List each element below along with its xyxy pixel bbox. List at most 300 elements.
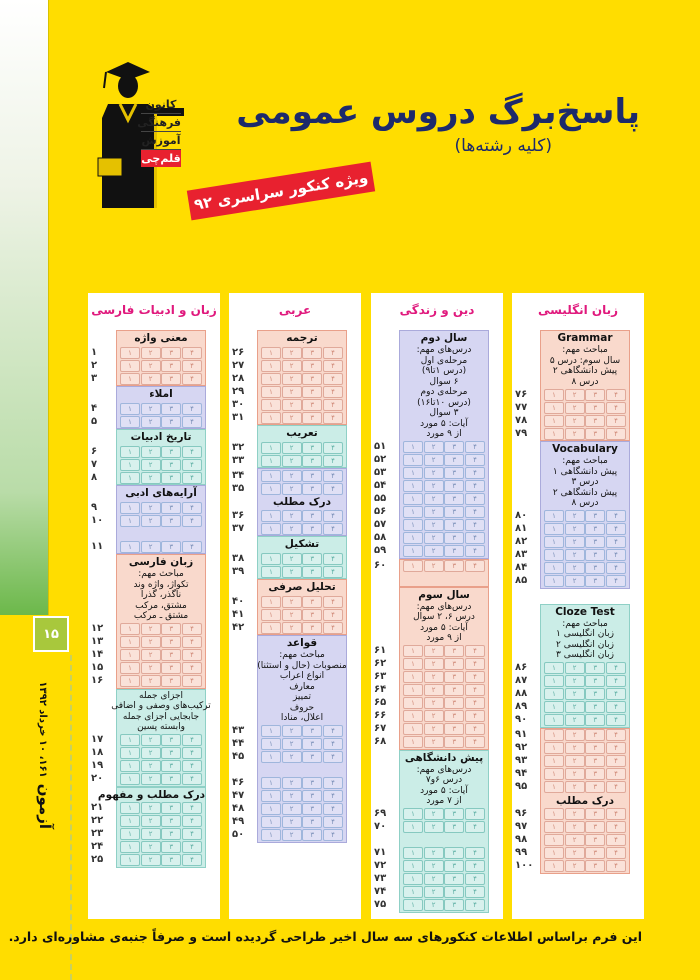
answer-bubble[interactable]: ۳	[302, 751, 322, 763]
answer-bubble[interactable]: ۳	[161, 649, 181, 661]
answer-bubble[interactable]: ۳	[302, 470, 322, 482]
answer-bubble[interactable]: ۳	[444, 454, 464, 466]
answer-bubble[interactable]: ۳	[585, 701, 605, 713]
answer-bubble[interactable]: ۳	[302, 566, 322, 578]
answer-bubble[interactable]: ۱	[261, 510, 281, 522]
answer-bubble[interactable]: ۴	[323, 622, 343, 634]
answer-bubble[interactable]: ۴	[182, 472, 202, 484]
answer-bubble[interactable]: ۲	[565, 662, 585, 674]
answer-bubble[interactable]: ۲	[424, 886, 444, 898]
answer-bubble[interactable]: ۴	[606, 714, 626, 726]
answer-bubble[interactable]: ۲	[141, 403, 161, 415]
answer-bubble[interactable]: ۲	[282, 622, 302, 634]
answer-bubble[interactable]: ۴	[465, 441, 485, 453]
answer-bubble[interactable]: ۱	[544, 688, 564, 700]
answer-bubble[interactable]: ۲	[565, 675, 585, 687]
answer-bubble[interactable]: ۲	[424, 480, 444, 492]
answer-bubble[interactable]: ۲	[565, 847, 585, 859]
answer-bubble[interactable]: ۴	[323, 803, 343, 815]
answer-bubble[interactable]: ۴	[182, 373, 202, 385]
answer-bubble[interactable]: ۲	[282, 347, 302, 359]
answer-bubble[interactable]: ۱	[403, 671, 423, 683]
answer-bubble[interactable]: ۱	[544, 755, 564, 767]
answer-bubble[interactable]: ۲	[282, 455, 302, 467]
answer-bubble[interactable]: ۲	[141, 662, 161, 674]
answer-bubble[interactable]: ۲	[424, 899, 444, 911]
answer-bubble[interactable]: ۴	[465, 506, 485, 518]
answer-bubble[interactable]: ۴	[606, 575, 626, 587]
answer-bubble[interactable]: ۴	[465, 860, 485, 872]
answer-bubble[interactable]: ۲	[565, 389, 585, 401]
answer-bubble[interactable]: ۴	[182, 541, 202, 553]
answer-bubble[interactable]: ۲	[565, 742, 585, 754]
answer-bubble[interactable]: ۱	[120, 854, 140, 866]
answer-bubble[interactable]: ۴	[182, 760, 202, 772]
answer-bubble[interactable]: ۱	[120, 802, 140, 814]
answer-bubble[interactable]: ۲	[282, 442, 302, 454]
answer-bubble[interactable]: ۴	[323, 470, 343, 482]
answer-bubble[interactable]: ۴	[606, 729, 626, 741]
answer-bubble[interactable]: ۱	[403, 723, 423, 735]
answer-bubble[interactable]: ۳	[302, 483, 322, 495]
answer-bubble[interactable]: ۲	[565, 729, 585, 741]
answer-bubble[interactable]: ۲	[424, 506, 444, 518]
answer-bubble[interactable]: ۳	[585, 575, 605, 587]
answer-bubble[interactable]: ۴	[182, 747, 202, 759]
answer-bubble[interactable]: ۳	[444, 736, 464, 748]
answer-bubble[interactable]: ۲	[141, 773, 161, 785]
answer-bubble[interactable]: ۴	[465, 467, 485, 479]
answer-bubble[interactable]: ۱	[261, 347, 281, 359]
answer-bubble[interactable]: ۴	[323, 725, 343, 737]
answer-bubble[interactable]: ۴	[182, 459, 202, 471]
answer-bubble[interactable]: ۳	[585, 742, 605, 754]
answer-bubble[interactable]: ۲	[282, 360, 302, 372]
answer-bubble[interactable]: ۱	[544, 523, 564, 535]
answer-bubble[interactable]: ۳	[302, 553, 322, 565]
answer-bubble[interactable]: ۲	[565, 536, 585, 548]
answer-bubble[interactable]: ۱	[120, 675, 140, 687]
answer-bubble[interactable]: ۴	[606, 428, 626, 440]
answer-bubble[interactable]: ۱	[261, 523, 281, 535]
answer-bubble[interactable]: ۴	[323, 566, 343, 578]
answer-bubble[interactable]: ۱	[120, 662, 140, 674]
answer-bubble[interactable]: ۲	[424, 467, 444, 479]
answer-bubble[interactable]: ۲	[424, 847, 444, 859]
answer-bubble[interactable]: ۴	[323, 738, 343, 750]
answer-bubble[interactable]: ۲	[565, 808, 585, 820]
answer-bubble[interactable]: ۱	[261, 566, 281, 578]
answer-bubble[interactable]: ۱	[403, 658, 423, 670]
answer-bubble[interactable]: ۲	[424, 697, 444, 709]
answer-bubble[interactable]: ۳	[161, 347, 181, 359]
answer-bubble[interactable]: ۳	[585, 402, 605, 414]
answer-bubble[interactable]: ۱	[403, 873, 423, 885]
answer-bubble[interactable]: ۴	[465, 736, 485, 748]
answer-bubble[interactable]: ۳	[161, 636, 181, 648]
answer-bubble[interactable]: ۳	[161, 854, 181, 866]
answer-bubble[interactable]: ۱	[544, 860, 564, 872]
answer-bubble[interactable]: ۳	[585, 768, 605, 780]
answer-bubble[interactable]: ۱	[544, 675, 564, 687]
answer-bubble[interactable]: ۲	[282, 803, 302, 815]
answer-bubble[interactable]: ۲	[424, 808, 444, 820]
answer-bubble[interactable]: ۲	[424, 873, 444, 885]
answer-bubble[interactable]: ۳	[161, 734, 181, 746]
answer-bubble[interactable]: ۳	[302, 360, 322, 372]
answer-bubble[interactable]: ۲	[282, 829, 302, 841]
answer-bubble[interactable]: ۲	[565, 701, 585, 713]
answer-bubble[interactable]: ۱	[403, 886, 423, 898]
answer-bubble[interactable]: ۳	[444, 821, 464, 833]
answer-bubble[interactable]: ۴	[465, 821, 485, 833]
answer-bubble[interactable]: ۳	[585, 714, 605, 726]
answer-bubble[interactable]: ۳	[161, 373, 181, 385]
answer-bubble[interactable]: ۱	[544, 402, 564, 414]
answer-bubble[interactable]: ۱	[120, 446, 140, 458]
answer-bubble[interactable]: ۱	[120, 747, 140, 759]
answer-bubble[interactable]: ۱	[261, 609, 281, 621]
answer-bubble[interactable]: ۴	[465, 886, 485, 898]
answer-bubble[interactable]: ۳	[444, 545, 464, 557]
answer-bubble[interactable]: ۱	[403, 493, 423, 505]
answer-bubble[interactable]: ۳	[444, 467, 464, 479]
answer-bubble[interactable]: ۲	[141, 802, 161, 814]
answer-bubble[interactable]: ۲	[141, 734, 161, 746]
answer-bubble[interactable]: ۱	[403, 821, 423, 833]
answer-bubble[interactable]: ۳	[161, 815, 181, 827]
answer-bubble[interactable]: ۴	[465, 545, 485, 557]
answer-bubble[interactable]: ۲	[141, 623, 161, 635]
answer-bubble[interactable]: ۴	[323, 347, 343, 359]
answer-bubble[interactable]: ۳	[444, 899, 464, 911]
answer-bubble[interactable]: ۱	[261, 738, 281, 750]
answer-bubble[interactable]: ۲	[141, 828, 161, 840]
answer-bubble[interactable]: ۴	[323, 442, 343, 454]
answer-bubble[interactable]: ۴	[323, 816, 343, 828]
answer-bubble[interactable]: ۴	[323, 777, 343, 789]
answer-bubble[interactable]: ۱	[403, 860, 423, 872]
answer-bubble[interactable]: ۴	[182, 416, 202, 428]
answer-bubble[interactable]: ۱	[544, 729, 564, 741]
answer-bubble[interactable]: ۴	[606, 847, 626, 859]
answer-bubble[interactable]: ۱	[261, 725, 281, 737]
answer-bubble[interactable]: ۱	[120, 623, 140, 635]
answer-bubble[interactable]: ۳	[585, 562, 605, 574]
answer-bubble[interactable]: ۱	[261, 470, 281, 482]
answer-bubble[interactable]: ۲	[565, 755, 585, 767]
answer-bubble[interactable]: ۲	[424, 710, 444, 722]
answer-bubble[interactable]: ۴	[182, 649, 202, 661]
answer-bubble[interactable]: ۱	[403, 441, 423, 453]
answer-bubble[interactable]: ۴	[323, 596, 343, 608]
answer-bubble[interactable]: ۳	[585, 662, 605, 674]
answer-bubble[interactable]: ۴	[465, 493, 485, 505]
answer-bubble[interactable]: ۲	[141, 373, 161, 385]
answer-bubble[interactable]: ۴	[606, 389, 626, 401]
answer-bubble[interactable]: ۱	[544, 701, 564, 713]
answer-bubble[interactable]: ۱	[544, 834, 564, 846]
answer-bubble[interactable]: ۳	[585, 415, 605, 427]
answer-bubble[interactable]: ۳	[444, 493, 464, 505]
answer-bubble[interactable]: ۳	[161, 459, 181, 471]
answer-bubble[interactable]: ۱	[403, 532, 423, 544]
answer-bubble[interactable]: ۱	[120, 734, 140, 746]
answer-bubble[interactable]: ۲	[424, 519, 444, 531]
answer-bubble[interactable]: ۱	[544, 428, 564, 440]
answer-bubble[interactable]: ۱	[120, 403, 140, 415]
answer-bubble[interactable]: ۲	[141, 675, 161, 687]
answer-bubble[interactable]: ۳	[161, 403, 181, 415]
answer-bubble[interactable]: ۳	[444, 560, 464, 572]
answer-bubble[interactable]: ۱	[120, 841, 140, 853]
answer-bubble[interactable]: ۳	[302, 347, 322, 359]
answer-bubble[interactable]: ۳	[161, 472, 181, 484]
answer-bubble[interactable]: ۴	[323, 373, 343, 385]
answer-bubble[interactable]: ۴	[606, 768, 626, 780]
answer-bubble[interactable]: ۲	[565, 821, 585, 833]
answer-bubble[interactable]: ۲	[424, 684, 444, 696]
answer-bubble[interactable]: ۳	[444, 519, 464, 531]
answer-bubble[interactable]: ۳	[444, 684, 464, 696]
answer-bubble[interactable]: ۲	[141, 815, 161, 827]
answer-bubble[interactable]: ۴	[182, 636, 202, 648]
answer-bubble[interactable]: ۳	[161, 802, 181, 814]
answer-bubble[interactable]: ۲	[141, 636, 161, 648]
answer-bubble[interactable]: ۳	[585, 808, 605, 820]
answer-bubble[interactable]: ۴	[182, 841, 202, 853]
answer-bubble[interactable]: ۳	[444, 532, 464, 544]
answer-bubble[interactable]: ۲	[141, 541, 161, 553]
answer-bubble[interactable]: ۲	[282, 553, 302, 565]
answer-bubble[interactable]: ۳	[444, 723, 464, 735]
answer-bubble[interactable]: ۴	[323, 523, 343, 535]
answer-bubble[interactable]: ۳	[585, 729, 605, 741]
answer-bubble[interactable]: ۴	[606, 755, 626, 767]
answer-bubble[interactable]: ۲	[424, 645, 444, 657]
answer-bubble[interactable]: ۲	[565, 714, 585, 726]
answer-bubble[interactable]: ۴	[323, 360, 343, 372]
answer-bubble[interactable]: ۴	[182, 502, 202, 514]
answer-bubble[interactable]: ۱	[403, 560, 423, 572]
answer-bubble[interactable]: ۲	[424, 658, 444, 670]
answer-bubble[interactable]: ۳	[444, 886, 464, 898]
answer-bubble[interactable]: ۲	[565, 575, 585, 587]
answer-bubble[interactable]: ۳	[302, 803, 322, 815]
answer-bubble[interactable]: ۴	[606, 536, 626, 548]
answer-bubble[interactable]: ۳	[161, 360, 181, 372]
answer-bubble[interactable]: ۱	[261, 442, 281, 454]
answer-bubble[interactable]: ۲	[282, 751, 302, 763]
answer-bubble[interactable]: ۴	[606, 523, 626, 535]
answer-bubble[interactable]: ۴	[606, 701, 626, 713]
answer-bubble[interactable]: ۳	[585, 549, 605, 561]
answer-bubble[interactable]: ۴	[323, 483, 343, 495]
answer-bubble[interactable]: ۲	[282, 816, 302, 828]
answer-bubble[interactable]: ۴	[465, 519, 485, 531]
answer-bubble[interactable]: ۱	[403, 506, 423, 518]
answer-bubble[interactable]: ۳	[444, 847, 464, 859]
answer-bubble[interactable]: ۴	[606, 562, 626, 574]
answer-bubble[interactable]: ۲	[282, 412, 302, 424]
answer-bubble[interactable]: ۳	[444, 480, 464, 492]
answer-bubble[interactable]: ۳	[444, 645, 464, 657]
answer-bubble[interactable]: ۱	[120, 502, 140, 514]
answer-bubble[interactable]: ۲	[282, 566, 302, 578]
answer-bubble[interactable]: ۳	[585, 510, 605, 522]
answer-bubble[interactable]: ۲	[282, 738, 302, 750]
answer-bubble[interactable]: ۱	[403, 697, 423, 709]
answer-bubble[interactable]: ۴	[465, 847, 485, 859]
answer-bubble[interactable]: ۲	[424, 671, 444, 683]
answer-bubble[interactable]: ۲	[565, 781, 585, 793]
answer-bubble[interactable]: ۲	[424, 860, 444, 872]
answer-bubble[interactable]: ۲	[141, 502, 161, 514]
answer-bubble[interactable]: ۱	[261, 553, 281, 565]
answer-bubble[interactable]: ۳	[444, 697, 464, 709]
answer-bubble[interactable]: ۴	[323, 609, 343, 621]
answer-bubble[interactable]: ۳	[302, 777, 322, 789]
answer-bubble[interactable]: ۴	[465, 532, 485, 544]
answer-bubble[interactable]: ۱	[120, 459, 140, 471]
answer-bubble[interactable]: ۴	[323, 399, 343, 411]
answer-bubble[interactable]: ۱	[120, 373, 140, 385]
answer-bubble[interactable]: ۴	[323, 829, 343, 841]
answer-bubble[interactable]: ۴	[182, 773, 202, 785]
answer-bubble[interactable]: ۳	[444, 710, 464, 722]
answer-bubble[interactable]: ۱	[261, 412, 281, 424]
answer-bubble[interactable]: ۱	[261, 373, 281, 385]
answer-bubble[interactable]: ۲	[424, 454, 444, 466]
answer-bubble[interactable]: ۱	[403, 545, 423, 557]
answer-bubble[interactable]: ۳	[585, 860, 605, 872]
answer-bubble[interactable]: ۲	[424, 723, 444, 735]
answer-bubble[interactable]: ۱	[120, 360, 140, 372]
answer-bubble[interactable]: ۳	[302, 386, 322, 398]
answer-bubble[interactable]: ۲	[424, 736, 444, 748]
answer-bubble[interactable]: ۴	[182, 347, 202, 359]
answer-bubble[interactable]: ۳	[302, 738, 322, 750]
answer-bubble[interactable]: ۲	[282, 523, 302, 535]
answer-bubble[interactable]: ۱	[120, 649, 140, 661]
answer-bubble[interactable]: ۳	[585, 389, 605, 401]
answer-bubble[interactable]: ۳	[585, 821, 605, 833]
answer-bubble[interactable]: ۳	[302, 596, 322, 608]
answer-bubble[interactable]: ۴	[182, 734, 202, 746]
answer-bubble[interactable]: ۴	[465, 684, 485, 696]
answer-bubble[interactable]: ۱	[403, 899, 423, 911]
answer-bubble[interactable]: ۲	[141, 347, 161, 359]
answer-bubble[interactable]: ۳	[302, 399, 322, 411]
answer-bubble[interactable]: ۱	[544, 389, 564, 401]
answer-bubble[interactable]: ۲	[282, 609, 302, 621]
answer-bubble[interactable]: ۴	[465, 658, 485, 670]
answer-bubble[interactable]: ۱	[261, 790, 281, 802]
answer-bubble[interactable]: ۳	[161, 541, 181, 553]
answer-bubble[interactable]: ۴	[606, 402, 626, 414]
answer-bubble[interactable]: ۲	[141, 649, 161, 661]
answer-bubble[interactable]: ۱	[120, 416, 140, 428]
answer-bubble[interactable]: ۳	[585, 755, 605, 767]
answer-bubble[interactable]: ۳	[585, 834, 605, 846]
answer-bubble[interactable]: ۱	[403, 480, 423, 492]
answer-bubble[interactable]: ۱	[544, 510, 564, 522]
answer-bubble[interactable]: ۴	[182, 675, 202, 687]
answer-bubble[interactable]: ۱	[261, 483, 281, 495]
answer-bubble[interactable]: ۲	[141, 472, 161, 484]
answer-bubble[interactable]: ۴	[465, 723, 485, 735]
answer-bubble[interactable]: ۳	[444, 658, 464, 670]
answer-bubble[interactable]: ۱	[261, 803, 281, 815]
answer-bubble[interactable]: ۳	[585, 675, 605, 687]
answer-bubble[interactable]: ۱	[120, 815, 140, 827]
answer-bubble[interactable]: ۱	[403, 645, 423, 657]
answer-bubble[interactable]: ۲	[141, 416, 161, 428]
answer-bubble[interactable]: ۲	[424, 821, 444, 833]
answer-bubble[interactable]: ۴	[182, 403, 202, 415]
answer-bubble[interactable]: ۴	[182, 662, 202, 674]
answer-bubble[interactable]: ۴	[465, 671, 485, 683]
answer-bubble[interactable]: ۱	[544, 536, 564, 548]
answer-bubble[interactable]: ۴	[606, 821, 626, 833]
answer-bubble[interactable]: ۳	[302, 455, 322, 467]
answer-bubble[interactable]: ۴	[465, 480, 485, 492]
answer-bubble[interactable]: ۱	[544, 781, 564, 793]
answer-bubble[interactable]: ۱	[544, 847, 564, 859]
answer-bubble[interactable]: ۱	[261, 360, 281, 372]
answer-bubble[interactable]: ۳	[585, 688, 605, 700]
answer-bubble[interactable]: ۲	[282, 596, 302, 608]
answer-bubble[interactable]: ۱	[261, 596, 281, 608]
answer-bubble[interactable]: ۱	[403, 454, 423, 466]
answer-bubble[interactable]: ۱	[544, 808, 564, 820]
answer-bubble[interactable]: ۲	[141, 446, 161, 458]
answer-bubble[interactable]: ۱	[261, 399, 281, 411]
answer-bubble[interactable]: ۳	[444, 441, 464, 453]
answer-bubble[interactable]: ۴	[182, 828, 202, 840]
answer-bubble[interactable]: ۱	[403, 519, 423, 531]
answer-bubble[interactable]: ۴	[323, 455, 343, 467]
answer-bubble[interactable]: ۱	[120, 773, 140, 785]
answer-bubble[interactable]: ۴	[182, 854, 202, 866]
answer-bubble[interactable]: ۱	[544, 562, 564, 574]
answer-bubble[interactable]: ۳	[585, 781, 605, 793]
answer-bubble[interactable]: ۲	[141, 459, 161, 471]
answer-bubble[interactable]: ۳	[585, 523, 605, 535]
answer-bubble[interactable]: ۲	[282, 790, 302, 802]
answer-bubble[interactable]: ۳	[444, 860, 464, 872]
answer-bubble[interactable]: ۲	[565, 768, 585, 780]
answer-bubble[interactable]: ۳	[302, 609, 322, 621]
answer-bubble[interactable]: ۴	[465, 710, 485, 722]
answer-bubble[interactable]: ۳	[161, 502, 181, 514]
answer-bubble[interactable]: ۳	[302, 373, 322, 385]
answer-bubble[interactable]: ۴	[606, 742, 626, 754]
answer-bubble[interactable]: ۱	[403, 710, 423, 722]
answer-bubble[interactable]: ۴	[323, 386, 343, 398]
answer-bubble[interactable]: ۴	[465, 873, 485, 885]
answer-bubble[interactable]: ۴	[465, 645, 485, 657]
answer-bubble[interactable]: ۱	[261, 386, 281, 398]
answer-bubble[interactable]: ۱	[261, 829, 281, 841]
answer-bubble[interactable]: ۳	[161, 828, 181, 840]
answer-bubble[interactable]: ۴	[465, 560, 485, 572]
answer-bubble[interactable]: ۴	[606, 415, 626, 427]
answer-bubble[interactable]: ۲	[565, 549, 585, 561]
answer-bubble[interactable]: ۲	[141, 854, 161, 866]
answer-bubble[interactable]: ۱	[261, 622, 281, 634]
answer-bubble[interactable]: ۳	[302, 829, 322, 841]
